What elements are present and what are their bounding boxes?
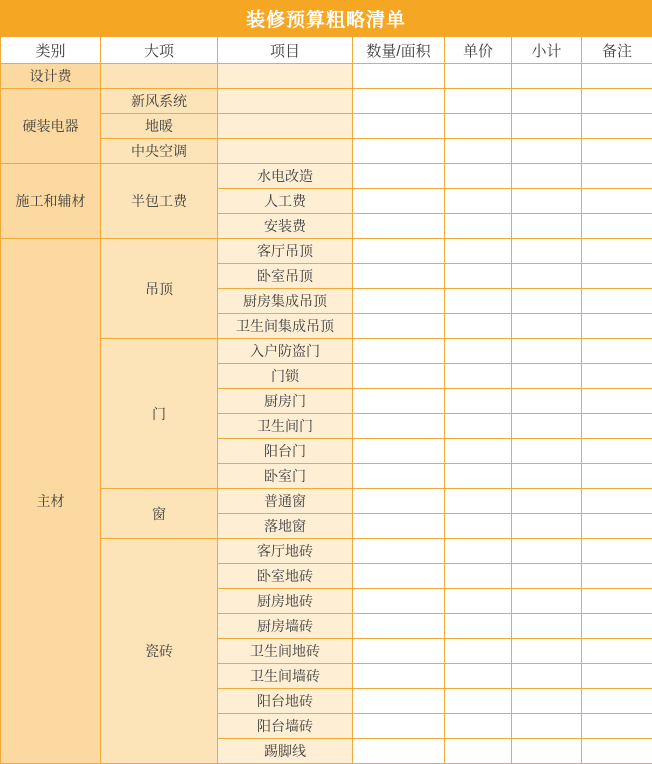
major-item-cell[interactable]: 瓷砖	[101, 539, 218, 764]
unit-price-cell[interactable]	[445, 664, 512, 689]
subtotal-cell[interactable]	[512, 114, 582, 139]
subtotal-cell[interactable]	[512, 664, 582, 689]
quantity-cell[interactable]	[353, 289, 445, 314]
unit-price-cell[interactable]	[445, 214, 512, 239]
major-item-cell[interactable]: 吊顶	[101, 239, 218, 339]
item-cell[interactable]: 踢脚线	[218, 739, 353, 764]
quantity-cell[interactable]	[353, 114, 445, 139]
quantity-cell[interactable]	[353, 64, 445, 89]
major-item-cell[interactable]: 地暖	[101, 114, 218, 139]
budget-table	[0, 36, 652, 764]
quantity-cell[interactable]	[353, 139, 445, 164]
item-cell[interactable]: 入户防盗门	[218, 339, 353, 364]
note-cell[interactable]	[582, 414, 652, 439]
column-header: 数量/面积	[353, 37, 445, 64]
subtotal-cell[interactable]	[512, 614, 582, 639]
quantity-cell[interactable]	[353, 239, 445, 264]
note-cell[interactable]	[582, 364, 652, 389]
quantity-cell[interactable]	[353, 639, 445, 664]
quantity-cell[interactable]	[353, 164, 445, 189]
quantity-cell[interactable]	[353, 739, 445, 764]
item-cell[interactable]	[218, 64, 353, 89]
unit-price-cell[interactable]	[445, 139, 512, 164]
item-cell[interactable]: 厨房集成吊顶	[218, 289, 353, 314]
unit-price-cell[interactable]	[445, 739, 512, 764]
item-cell[interactable]: 水电改造	[218, 164, 353, 189]
column-header: 小计	[512, 37, 582, 64]
unit-price-cell[interactable]	[445, 464, 512, 489]
column-header: 类别	[1, 37, 101, 64]
quantity-cell[interactable]	[353, 714, 445, 739]
quantity-cell[interactable]	[353, 614, 445, 639]
subtotal-cell[interactable]	[512, 589, 582, 614]
note-cell[interactable]	[582, 589, 652, 614]
unit-price-cell[interactable]	[445, 339, 512, 364]
quantity-cell[interactable]	[353, 589, 445, 614]
quantity-cell[interactable]	[353, 564, 445, 589]
subtotal-cell[interactable]	[512, 564, 582, 589]
quantity-cell[interactable]	[353, 464, 445, 489]
note-cell[interactable]	[582, 239, 652, 264]
subtotal-cell[interactable]	[512, 514, 582, 539]
subtotal-cell[interactable]	[512, 539, 582, 564]
note-cell[interactable]	[582, 664, 652, 689]
item-cell[interactable]: 落地窗	[218, 514, 353, 539]
subtotal-cell[interactable]	[512, 239, 582, 264]
item-cell[interactable]: 普通窗	[218, 489, 353, 514]
quantity-cell[interactable]	[353, 89, 445, 114]
subtotal-cell[interactable]	[512, 464, 582, 489]
unit-price-cell[interactable]	[445, 714, 512, 739]
major-item-cell[interactable]: 窗	[101, 489, 218, 539]
subtotal-cell[interactable]	[512, 714, 582, 739]
major-item-cell[interactable]: 门	[101, 339, 218, 489]
item-cell[interactable]: 卫生间门	[218, 414, 353, 439]
note-cell[interactable]	[582, 314, 652, 339]
subtotal-cell[interactable]	[512, 214, 582, 239]
subtotal-cell[interactable]	[512, 139, 582, 164]
quantity-cell[interactable]	[353, 189, 445, 214]
unit-price-cell[interactable]	[445, 539, 512, 564]
sheet-title: 装修预算粗略清单	[0, 0, 652, 36]
item-cell[interactable]: 卧室吊顶	[218, 264, 353, 289]
quantity-cell[interactable]	[353, 539, 445, 564]
subtotal-cell[interactable]	[512, 639, 582, 664]
unit-price-cell[interactable]	[445, 439, 512, 464]
item-cell[interactable]: 客厅地砖	[218, 539, 353, 564]
subtotal-cell[interactable]	[512, 314, 582, 339]
column-header: 项目	[218, 37, 353, 64]
item-cell[interactable]: 客厅吊顶	[218, 239, 353, 264]
category-cell[interactable]: 施工和辅材	[1, 164, 101, 239]
unit-price-cell[interactable]	[445, 564, 512, 589]
unit-price-cell[interactable]	[445, 89, 512, 114]
table-row	[1, 239, 652, 264]
item-cell[interactable]: 厨房地砖	[218, 589, 353, 614]
subtotal-cell[interactable]	[512, 289, 582, 314]
unit-price-cell[interactable]	[445, 264, 512, 289]
table-row	[1, 164, 652, 189]
quantity-cell[interactable]	[353, 514, 445, 539]
major-item-cell[interactable]	[101, 64, 218, 89]
subtotal-cell[interactable]	[512, 339, 582, 364]
unit-price-cell[interactable]	[445, 314, 512, 339]
note-cell[interactable]	[582, 539, 652, 564]
item-cell[interactable]: 厨房墙砖	[218, 614, 353, 639]
note-cell[interactable]	[582, 689, 652, 714]
item-cell[interactable]	[218, 89, 353, 114]
quantity-cell[interactable]	[353, 314, 445, 339]
quantity-cell[interactable]	[353, 214, 445, 239]
quantity-cell[interactable]	[353, 689, 445, 714]
column-header: 单价	[445, 37, 512, 64]
subtotal-cell[interactable]	[512, 189, 582, 214]
note-cell[interactable]	[582, 89, 652, 114]
quantity-cell[interactable]	[353, 414, 445, 439]
subtotal-cell[interactable]	[512, 414, 582, 439]
unit-price-cell[interactable]	[445, 489, 512, 514]
note-cell[interactable]	[582, 139, 652, 164]
note-cell[interactable]	[582, 489, 652, 514]
unit-price-cell[interactable]	[445, 164, 512, 189]
note-cell[interactable]	[582, 714, 652, 739]
unit-price-cell[interactable]	[445, 289, 512, 314]
table-row	[1, 89, 652, 114]
subtotal-cell[interactable]	[512, 264, 582, 289]
unit-price-cell[interactable]	[445, 614, 512, 639]
unit-price-cell[interactable]	[445, 414, 512, 439]
quantity-cell[interactable]	[353, 439, 445, 464]
subtotal-cell[interactable]	[512, 164, 582, 189]
item-cell[interactable]: 门锁	[218, 364, 353, 389]
subtotal-cell[interactable]	[512, 439, 582, 464]
note-cell[interactable]	[582, 514, 652, 539]
subtotal-cell[interactable]	[512, 739, 582, 764]
item-cell[interactable]: 安装费	[218, 214, 353, 239]
note-cell[interactable]	[582, 564, 652, 589]
quantity-cell[interactable]	[353, 489, 445, 514]
item-cell[interactable]: 人工费	[218, 189, 353, 214]
unit-price-cell[interactable]	[445, 239, 512, 264]
unit-price-cell[interactable]	[445, 64, 512, 89]
item-cell[interactable]: 卫生间地砖	[218, 639, 353, 664]
unit-price-cell[interactable]	[445, 114, 512, 139]
note-cell[interactable]	[582, 189, 652, 214]
item-cell[interactable]	[218, 114, 353, 139]
note-cell[interactable]	[582, 464, 652, 489]
item-cell[interactable]: 阳台地砖	[218, 689, 353, 714]
table-body	[1, 37, 652, 764]
item-cell[interactable]	[218, 139, 353, 164]
quantity-cell[interactable]	[353, 264, 445, 289]
item-cell[interactable]: 阳台门	[218, 439, 353, 464]
subtotal-cell[interactable]	[512, 489, 582, 514]
note-cell[interactable]	[582, 439, 652, 464]
subtotal-cell[interactable]	[512, 64, 582, 89]
subtotal-cell[interactable]	[512, 364, 582, 389]
table-row	[1, 64, 652, 89]
note-cell[interactable]	[582, 739, 652, 764]
category-cell[interactable]: 主材	[1, 239, 101, 764]
note-cell[interactable]	[582, 64, 652, 89]
item-cell[interactable]: 卧室门	[218, 464, 353, 489]
subtotal-cell[interactable]	[512, 389, 582, 414]
note-cell[interactable]	[582, 114, 652, 139]
unit-price-cell[interactable]	[445, 189, 512, 214]
unit-price-cell[interactable]	[445, 389, 512, 414]
major-item-cell[interactable]: 中央空调	[101, 139, 218, 164]
column-header: 备注	[582, 37, 652, 64]
item-cell[interactable]: 阳台墙砖	[218, 714, 353, 739]
note-cell[interactable]	[582, 639, 652, 664]
table-header-row	[1, 37, 652, 64]
item-cell[interactable]: 厨房门	[218, 389, 353, 414]
note-cell[interactable]	[582, 264, 652, 289]
note-cell[interactable]	[582, 164, 652, 189]
quantity-cell[interactable]	[353, 339, 445, 364]
subtotal-cell[interactable]	[512, 89, 582, 114]
major-item-cell[interactable]: 新风系统	[101, 89, 218, 114]
note-cell[interactable]	[582, 214, 652, 239]
quantity-cell[interactable]	[353, 364, 445, 389]
subtotal-cell[interactable]	[512, 689, 582, 714]
item-cell[interactable]: 卧室地砖	[218, 564, 353, 589]
unit-price-cell[interactable]	[445, 364, 512, 389]
category-cell[interactable]: 设计费	[1, 64, 101, 89]
note-cell[interactable]	[582, 614, 652, 639]
category-cell[interactable]: 硬装电器	[1, 89, 101, 164]
quantity-cell[interactable]	[353, 664, 445, 689]
unit-price-cell[interactable]	[445, 639, 512, 664]
unit-price-cell[interactable]	[445, 514, 512, 539]
quantity-cell[interactable]	[353, 389, 445, 414]
column-header: 大项	[101, 37, 218, 64]
unit-price-cell[interactable]	[445, 689, 512, 714]
note-cell[interactable]	[582, 339, 652, 364]
note-cell[interactable]	[582, 389, 652, 414]
note-cell[interactable]	[582, 289, 652, 314]
major-item-cell[interactable]: 半包工费	[101, 164, 218, 239]
item-cell[interactable]: 卫生间墙砖	[218, 664, 353, 689]
unit-price-cell[interactable]	[445, 589, 512, 614]
item-cell[interactable]: 卫生间集成吊顶	[218, 314, 353, 339]
